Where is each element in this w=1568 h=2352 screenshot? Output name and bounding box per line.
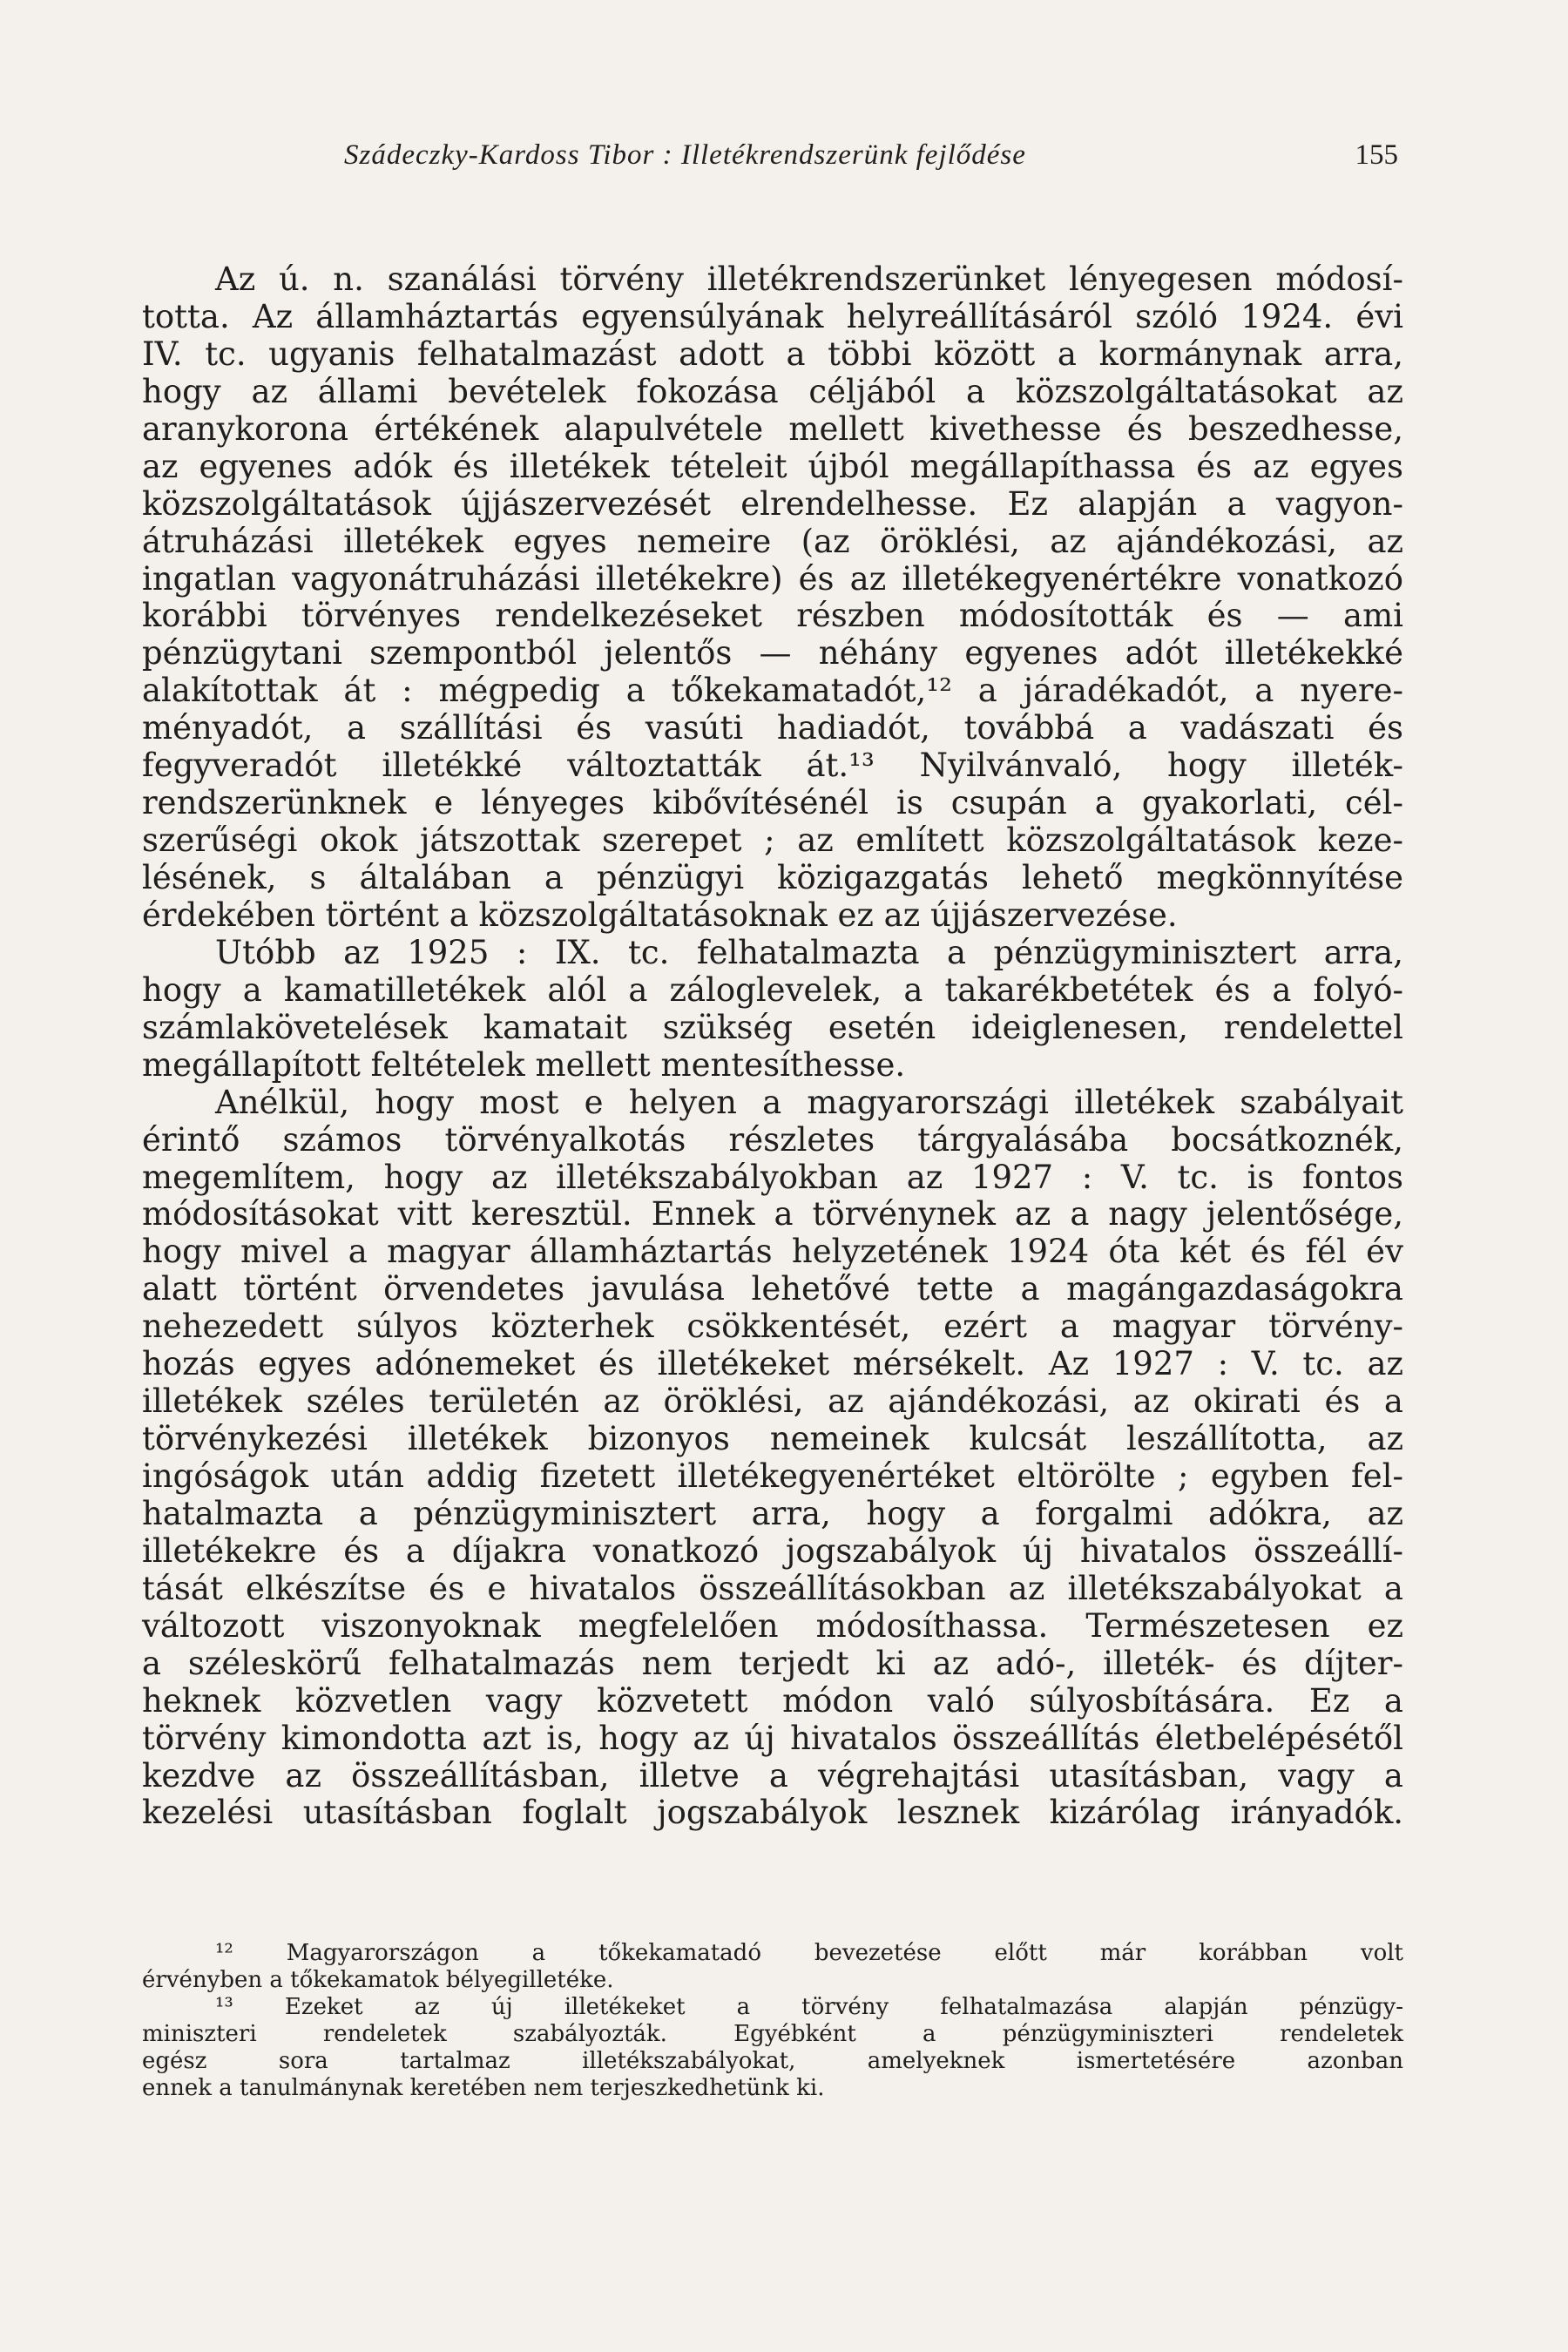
footnote-line: érvényben a tőkekamatok bélyegilletéke. [142,1967,614,1993]
body-line: ingóságok után addig fizetett illetékegyenértéket eltörölte ; egyben fel- [142,1457,1403,1495]
body-line: kezdve az összeállításban, illetve a végrehajtási utasításban, vagy a [142,1756,1403,1794]
body-line: számlakövetelések kamatait szükség esetén ideiglenesen, rendelettel [142,1008,1403,1046]
body-line: módosításokat vitt keresztül. Ennek a törvénynek az a nagy jelentősége, [142,1195,1403,1233]
body-line: az egyenes adók és illetékek tételeit újból megállapíthassa és az egyes [142,447,1403,485]
body-line: aranykorona értékének alapulvétele mellett kivethesse és beszedhesse, [142,409,1403,448]
body-line: hogy az állami bevételek fokozása céljából a közszolgáltatásokat az [142,372,1403,410]
body-line: változott viszonyoknak megfelelően módosíthassa. Természetesen ez [142,1606,1403,1645]
body-line: ingatlan vagyonátruházási illetékekre) és az illetékegyenértékre vonatkozó [142,559,1403,598]
footnote-line: egész sora tartalmaz illetékszabályokat, amelyeknek ismertetésére azonban [142,2048,1403,2074]
body-text [142,261,1403,1832]
running-head [344,139,1398,174]
footnote-line: ¹² Magyarországon a tőkekamatadó bevezetése előtt már korábban volt [215,1940,1403,1966]
running-title: Szádeczky-Kardoss Tibor : Illetékrendszerünk fejlődése [344,139,1026,171]
body-line: fegyveradót illetékké változtatták át.¹³ Nyilvánvaló, hogy illeték- [142,747,1403,785]
body-line: lésének, s általában a pénzügyi közigazgatás lehető megkönnyítése [142,859,1403,896]
footnote-line: miniszteri rendeletek szabályozták. Egyébként a pénzügyminiszteri rendeletek [142,2021,1403,2047]
body-line: alakítottak át : mégpedig a tőkekamatadót,¹² a járadékadót, a nyere- [142,672,1403,710]
body-line: törvény kimondotta azt is, hogy az új hivatalos összeállítás életbelépésétől [142,1719,1403,1757]
body-line: Az ú. n. szanálási törvény illetékrendszerünket lényegesen módosí- [215,260,1403,298]
body-line: hogy a kamatilletékek alól a záloglevelek, a takarékbetétek és a folyó- [142,970,1403,1009]
body-line: közszolgáltatások újjászervezését elrendelhesse. Ez alapján a vagyon- [142,484,1403,523]
body-line: Utóbb az 1925 : IX. tc. felhatalmazta a pénzügyminisztert arra, [215,933,1403,971]
page-number: 155 [1355,139,1398,171]
body-line: hozás egyes adónemeket és illetékeket mérsékelt. Az 1927 : V. tc. az [142,1345,1403,1383]
body-line: heknek közvetlen vagy közvetett módon való súlyosbítására. Ez a [142,1681,1403,1720]
body-line: alatt történt örvendetes javulása lehetővé tette a magángazdaságokra [142,1270,1403,1308]
body-line: szerűségi okok játszottak szerepet ; az említett közszolgáltatások keze- [142,821,1403,860]
body-line: IV. tc. ugyanis felhatalmazást adott a többi között a kormánynak arra, [142,335,1403,373]
body-line: tását elkészítse és e hivatalos összeállításokban az illetékszabályokat a [142,1569,1403,1607]
footnote-line: ¹³ Ezeket az új illetékeket a törvény felhatalmazása alapján pénzügy- [215,1994,1403,2020]
body-line: rendszerünknek e lényeges kibővítésénél is csupán a gyakorlati, cél- [142,784,1403,822]
body-line: nehezedett súlyos közterhek csökkentését, ezért a magyar törvény- [142,1308,1403,1346]
body-line: totta. Az államháztartás egyensúlyának helyreállításáról szóló 1924. évi [142,297,1403,335]
body-line: hatalmazta a pénzügyminisztert arra, hogy a forgalmi adókra, az [142,1494,1403,1532]
body-line: megállapított feltételek mellett mentesíthesse. [142,1045,906,1084]
body-line: pénzügytani szempontból jelentős — néhány egyenes adót illetékekké [142,634,1403,672]
footnotes [142,1940,1403,2102]
body-line: átruházási illetékek egyes nemeire (az öröklési, az ajándékozási, az [142,522,1403,560]
footnote-line: ennek a tanulmánynak keretében nem terjeszkedhetünk ki. [142,2075,825,2101]
body-line: érintő számos törvényalkotás részletes tárgyalásába bocsátkoznék, [142,1120,1403,1159]
body-line: kezelési utasításban foglalt jogszabályok lesznek kizárólag irányadók. [142,1794,1403,1832]
body-line: korábbi törvényes rendelkezéseket részben módosították és — ami [142,597,1403,635]
body-line: érdekében történt a közszolgáltatásoknak ez az újjászervezése. [142,896,1178,934]
body-line: törvénykezési illetékek bizonyos nemeinek kulcsát leszállította, az [142,1420,1403,1458]
body-line: illetékek széles területén az öröklési, az ajándékozási, az okirati és a [142,1382,1403,1421]
body-line: megemlítem, hogy az illetékszabályokban az 1927 : V. tc. is fontos [142,1158,1403,1196]
body-line: Anélkül, hogy most e helyen a magyarországi illetékek szabályait [215,1083,1403,1121]
body-line: hogy mivel a magyar államháztartás helyzetének 1924 óta két és fél év [142,1233,1403,1271]
body-line: a széleskörű felhatalmazás nem terjedt ki az adó-, illeték- és díjter- [142,1644,1403,1682]
body-line: ményadót, a szállítási és vasúti hadiadót, továbbá a vadászati és [142,709,1403,747]
body-line: illetékekre és a díjakra vonatkozó jogszabályok új hivatalos összeállí- [142,1531,1403,1570]
